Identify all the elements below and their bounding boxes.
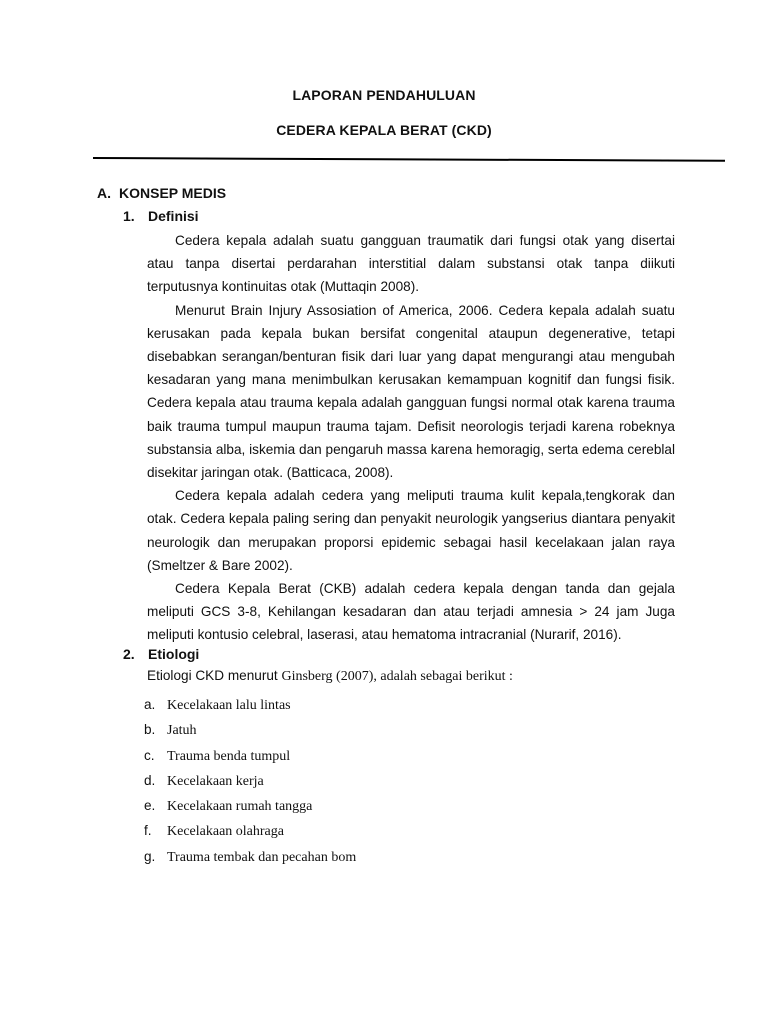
- section-heading-konsep-medis: [97, 185, 226, 201]
- subsection-marker: 2.: [123, 646, 135, 662]
- document-subtitle: CEDERA KEPALA BERAT (CKD): [276, 122, 492, 138]
- paragraph: Cedera kepala adalah suatu gangguan traumatik dari fungsi otak yang disertai atau tanpa disertai perdarahan interstitial dalam substansi otak tanpa diikuti terputusnya kontinuitas otak (Muttaqin 2008).: [147, 233, 675, 295]
- list-text: Kecelakaan rumah tangga: [167, 799, 313, 815]
- etiologi-intro: [147, 668, 513, 685]
- etiologi-intro-source: Ginsberg (2007), adalah sebagai berikut :: [281, 669, 513, 684]
- definisi-body: [147, 229, 675, 647]
- document-title: LAPORAN PENDAHULUAN: [292, 87, 476, 103]
- list-item: [144, 793, 356, 818]
- list-text: Trauma tembak dan pecahan bom: [167, 849, 357, 865]
- list-text: Jatuh: [167, 723, 197, 739]
- list-item: [144, 743, 356, 768]
- list-marker: g.: [144, 848, 156, 864]
- subsection-title: Definisi: [148, 208, 199, 224]
- list-marker: a.: [144, 697, 156, 712]
- title-divider: [93, 157, 725, 162]
- list-item: [144, 692, 356, 717]
- list-text: Kecelakaan kerja: [167, 773, 264, 789]
- paragraph: Cedera kepala adalah cedera yang meliputi trauma kulit kepala,tengkorak dan otak. Cedera kepala paling sering dan penyakit neurologik yangserius diantara penyakit neurologik dan merupakan proporsi epidemic sebagai hasil kecelakaan jalan raya (Smeltzer & Bare 2002).: [147, 488, 675, 573]
- section-marker: A.: [97, 185, 111, 201]
- list-item: [144, 844, 356, 869]
- list-item: [144, 717, 356, 742]
- subsection-heading-etiologi: [123, 646, 199, 662]
- list-marker: b.: [144, 722, 156, 738]
- list-marker: f.: [144, 823, 152, 839]
- list-text: Kecelakaan lalu lintas: [167, 698, 291, 713]
- list-marker: d.: [144, 772, 156, 788]
- etiologi-intro-lead: Etiologi CKD menurut: [147, 668, 282, 683]
- paragraph: Cedera Kepala Berat (CKB) adalah cedera kepala dengan tanda dan gejala meliputi GCS 3-8, Kehilangan kesadaran dan atau terjadi amnesia > 24 jam Juga meliputi kontusio celebral, laserasi, atau hematoma intracranial (Nurarif, 2016).: [147, 581, 675, 643]
- list-item: [144, 768, 356, 793]
- subsection-heading-definisi: [123, 208, 199, 224]
- list-text: Trauma benda tumpul: [167, 748, 291, 764]
- list-marker: e.: [144, 798, 156, 814]
- list-item: [144, 818, 356, 843]
- subsection-title: Etiologi: [148, 646, 200, 662]
- section-title: KONSEP MEDIS: [119, 185, 227, 201]
- paragraph: Menurut Brain Injury Assosiation of America, 2006. Cedera kepala adalah suatu kerusakan pada kepala bukan bersifat congenital ataupun degenerative, tetapi disebabkan serangan/benturan fisik dari luar yang dapat mengurangi atau mengubah kesadaran yang mana menimbulkan kerusakan kemampuan kognitif dan fungsi fisik. Cedera kepala atau trauma kepala adalah gangguan fungsi normal otak karena trauma baik trauma tumpul maupun trauma tajam. Defisit neorologis terjadi karena robeknya substansia alba, iskemia dan pengaruh massa karena hemoragig, serta edema cereblal disekitar jaringan otak. (Batticaca, 2008).: [147, 302, 675, 481]
- subsection-marker: 1.: [123, 208, 135, 224]
- list-text: Kecelakaan olahraga: [167, 824, 284, 840]
- list-marker: c.: [144, 747, 155, 763]
- etiologi-list: [144, 692, 356, 869]
